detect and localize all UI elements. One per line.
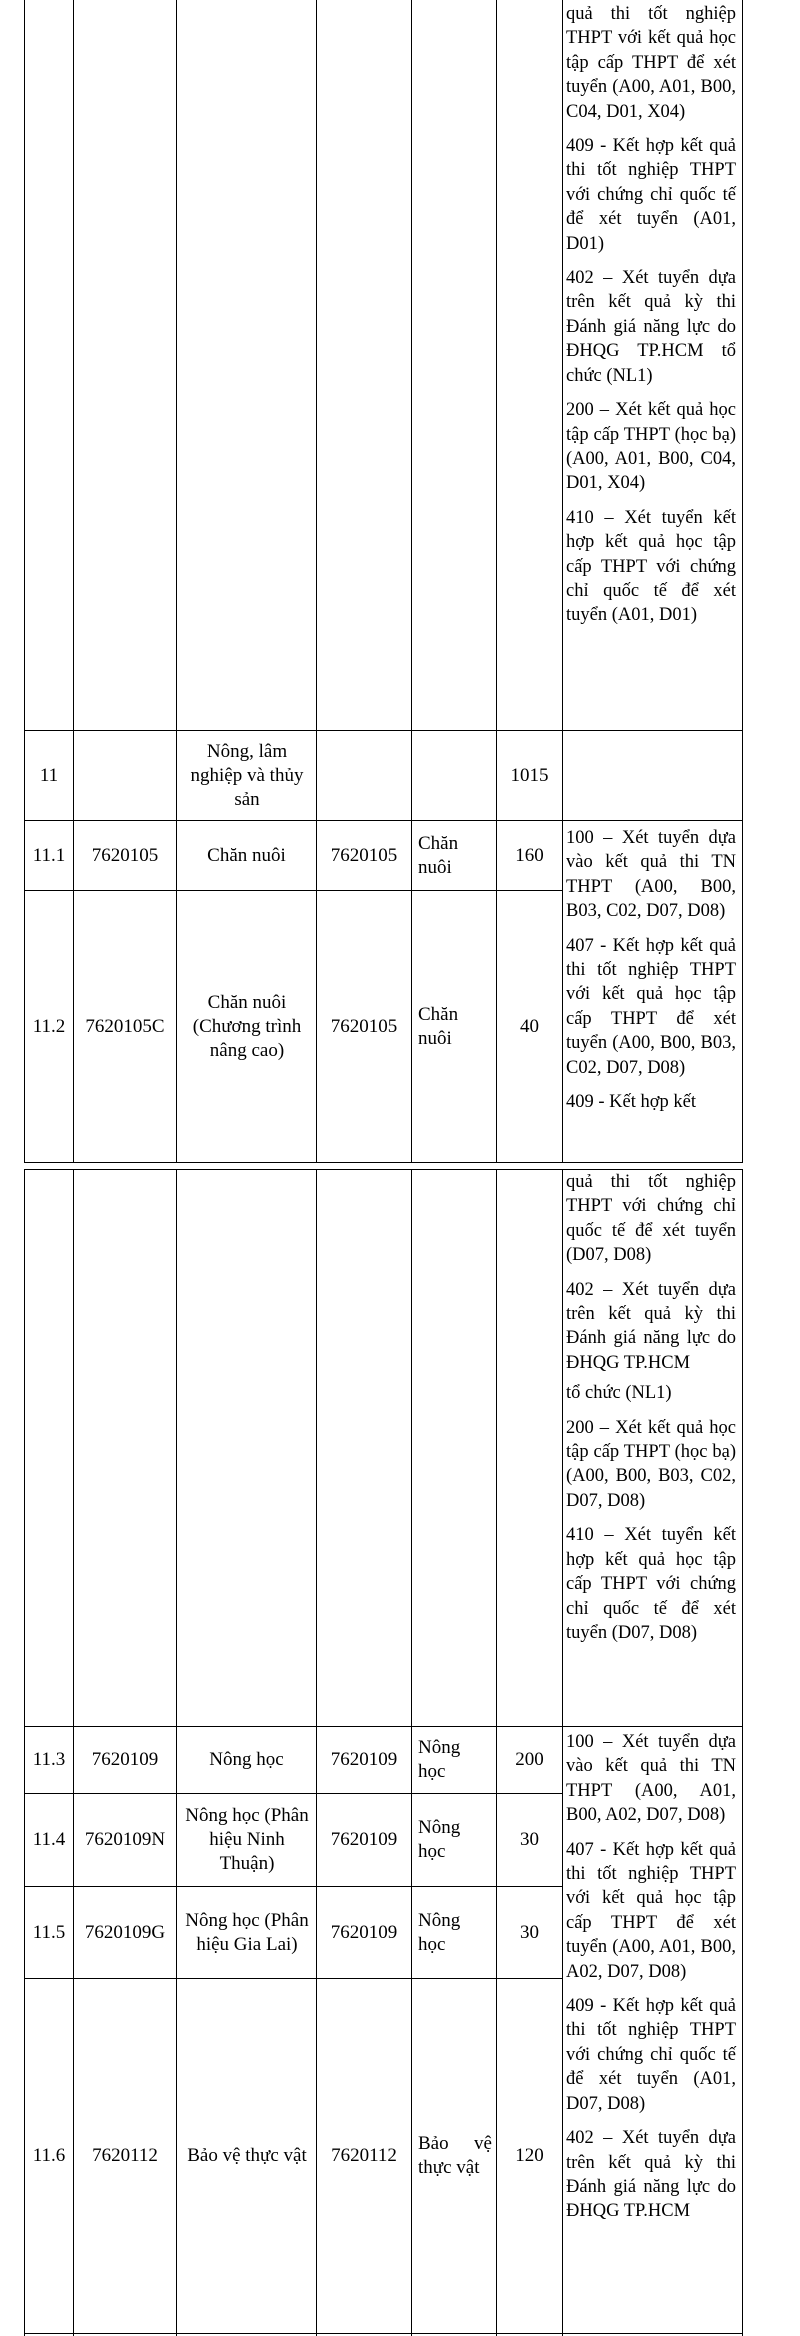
admission-methods-block3 bbox=[566, 1170, 736, 1655]
method-item: 200 – Xét kết quả học tập cấp THPT (học bạ) (A00, B00, B03, C02, D07, D08) bbox=[566, 1417, 736, 1511]
method-item: 409 - Kết hợp kết quả thi tốt nghiệp THPT với chứng chỉ quốc tế để xét tuyển (A01, D01) bbox=[566, 136, 736, 254]
method-item: 402 – Xét tuyển dựa trên kết quả kỳ thi Đánh giá năng lực do ĐHQG TP.HCM bbox=[566, 1279, 736, 1373]
method-item: 410 – Xét tuyển kết hợp kết quả học tập cấp THPT với chứng chỉ quốc tế để xét tuyển (D07, D08) bbox=[566, 1525, 736, 1643]
major-code: 7620109 bbox=[91, 1749, 159, 1770]
row-stt: 11.6 bbox=[32, 2145, 66, 2166]
major-quota: 160 bbox=[515, 844, 544, 866]
major-name: Chăn nuôi (Chương trình nâng cao) bbox=[192, 991, 302, 1061]
method-item: 100 – Xét tuyển dựa vào kết quả thi TN THPT (A00, B00, B03, C02, D07, D08) bbox=[566, 828, 736, 922]
major-code-2: 7620105 bbox=[330, 844, 398, 866]
major-code-2: 7620109 bbox=[330, 1829, 398, 1850]
major-quota: 40 bbox=[520, 1015, 539, 1037]
major-name-2: Nông học bbox=[418, 1737, 461, 1782]
major-name: Nông học (Phân hiệu Ninh Thuận) bbox=[185, 1805, 309, 1874]
method-item: 407 - Kết hợp kết quả thi tốt nghiệp THPT với kết quả học tập cấp THPT để xét tuyển (A00, A01, B00, A02, D07, D08) bbox=[566, 1839, 736, 1982]
admission-methods-block1 bbox=[566, 2, 736, 638]
row-stt: 11.4 bbox=[32, 1829, 66, 1850]
major-code: 7620109G bbox=[84, 1921, 166, 1943]
major-quota: 120 bbox=[515, 2145, 544, 2166]
major-code-2: 7620109 bbox=[330, 1921, 398, 1943]
method-item: quả thi tốt nghiệp THPT với chứng chỉ quốc tế để xét tuyển (D07, D08) bbox=[566, 1172, 736, 1266]
group-quota: 1015 bbox=[510, 764, 549, 786]
method-item: 402 – Xét tuyển dựa trên kết quả kỳ thi Đánh giá năng lực do ĐHQG TP.HCM bbox=[566, 2128, 736, 2222]
major-quota: 200 bbox=[515, 1749, 544, 1770]
admission-methods-block2 bbox=[566, 826, 736, 1124]
method-item: 409 - Kết hợp kết quả thi tốt nghiệp THPT với chứng chỉ quốc tế để xét tuyển (A01, D07, D08) bbox=[566, 1996, 736, 2114]
major-code-2: 7620105 bbox=[330, 1015, 398, 1037]
major-code-2: 7620109 bbox=[330, 1749, 398, 1770]
method-item: 407 - Kết hợp kết quả thi tốt nghiệp THPT với kết quả học tập cấp THPT để xét tuyển (A00, B00, B03, C02, D07, D08) bbox=[566, 935, 736, 1078]
major-code: 7620105 bbox=[91, 844, 159, 866]
major-name-2: Chăn nuôi bbox=[418, 832, 459, 878]
row-stt: 11.2 bbox=[32, 1015, 66, 1037]
major-name-2: Nông học bbox=[418, 1909, 461, 1955]
method-item: 100 – Xét tuyển dựa vào kết quả thi TN THPT (A00, A01, B00, A02, D07, D08) bbox=[566, 1732, 736, 1826]
major-code: 7620109N bbox=[84, 1829, 166, 1850]
method-item: 402 – Xét tuyển dựa trên kết quả kỳ thi Đánh giá năng lực do ĐHQG TP.HCM tổ chức (NL1) bbox=[566, 268, 736, 386]
major-name: Bảo vệ thực vật bbox=[187, 2145, 307, 2166]
major-code-2: 7620112 bbox=[331, 2145, 397, 2166]
major-name-2: Bảo vệ thực vật bbox=[418, 2133, 492, 2178]
major-code: 7620105C bbox=[85, 1015, 165, 1037]
method-item: 410 – Xét tuyển kết hợp kết quả học tập cấp THPT với chứng chỉ quốc tế để xét tuyển (A01, D01) bbox=[566, 507, 736, 626]
group-name: Nông, lâm nghiệp và thủy sản bbox=[190, 740, 304, 810]
row-stt: 11.1 bbox=[32, 844, 66, 866]
major-name-2: Nông học bbox=[418, 1817, 461, 1862]
method-item: tổ chức (NL1) bbox=[566, 1383, 672, 1404]
major-code: 7620112 bbox=[92, 2145, 158, 2166]
admission-methods-block4 bbox=[566, 1730, 736, 2234]
method-item: 200 – Xét kết quả học tập cấp THPT (học bạ) (A00, A01, B00, C04, D01, X04) bbox=[566, 400, 736, 494]
major-name: Nông học (Phân hiệu Gia Lai) bbox=[185, 1909, 309, 1955]
major-name-2: Chăn nuôi bbox=[418, 1003, 459, 1049]
method-item: 409 - Kết hợp kết bbox=[566, 1092, 697, 1113]
major-name: Nông học bbox=[209, 1749, 284, 1770]
major-quota: 30 bbox=[520, 1829, 539, 1850]
major-name: Chăn nuôi bbox=[207, 844, 286, 866]
row-stt: 11.5 bbox=[32, 1921, 66, 1943]
row-stt: 11.3 bbox=[32, 1749, 66, 1770]
row-stt: 11 bbox=[39, 764, 59, 786]
method-item: quả thi tốt nghiệp THPT với kết quả học tập cấp THPT để xét tuyển (A00, A01, B00, C04, D01, X04) bbox=[566, 4, 736, 122]
major-quota: 30 bbox=[520, 1921, 539, 1943]
